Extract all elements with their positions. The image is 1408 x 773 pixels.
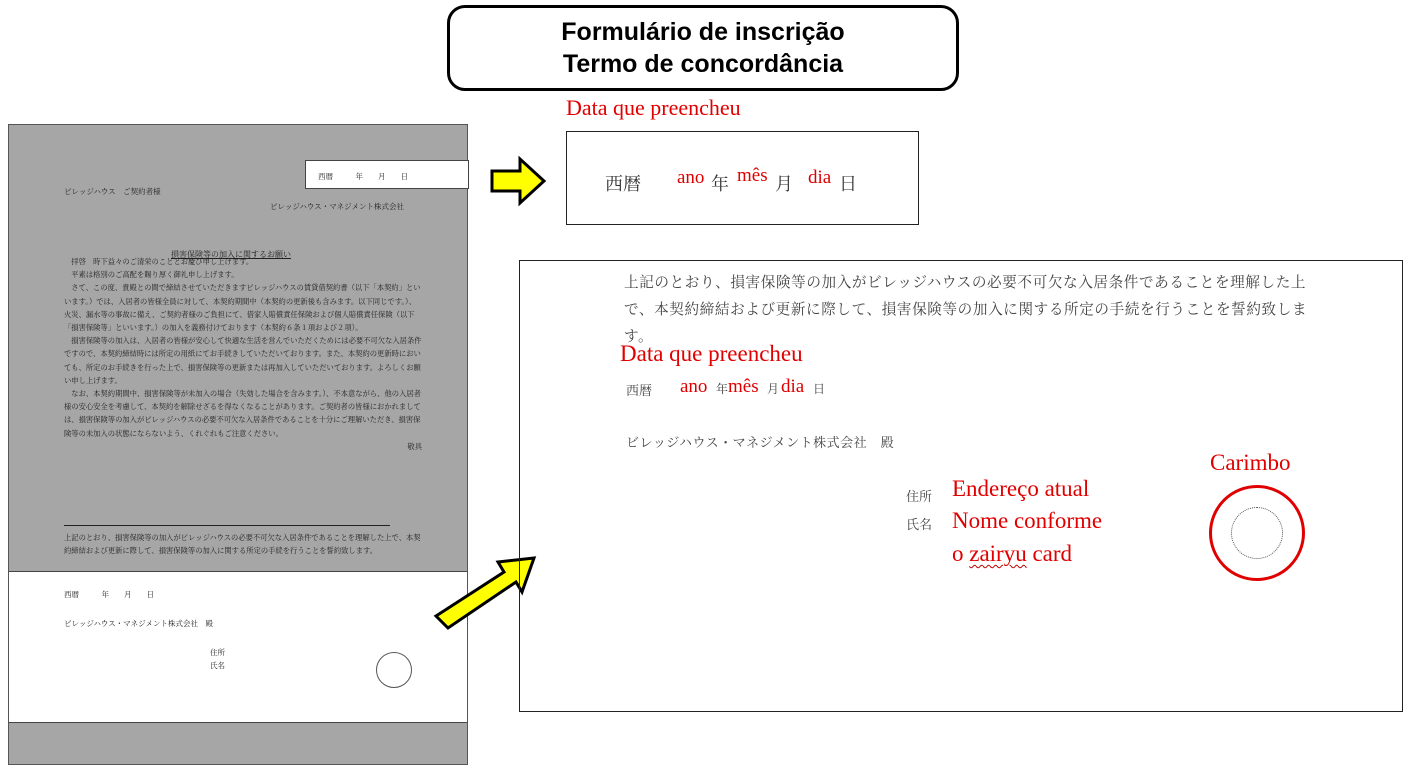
thumbnail-paragraph: 平素は格別のご高配を賜り厚く御礼申し上げます。 xyxy=(71,270,239,280)
date-month-hint: mês xyxy=(737,165,768,186)
date-year-hint: ano xyxy=(677,167,705,188)
thumbnail-doc-title: 損害保険等の加入に関するお願い xyxy=(171,250,291,259)
form-company: ビレッジハウス・マネジメント株式会社 殿 xyxy=(626,436,895,451)
date-era: 西暦 xyxy=(605,174,641,195)
address-label: 住所 xyxy=(906,490,933,505)
form-year-kanji: 年 xyxy=(716,382,729,396)
date-day-kanji: 日 xyxy=(839,174,857,195)
name-hint-zairyu: zairyu xyxy=(969,541,1027,566)
form-month-hint: mês xyxy=(728,376,759,397)
address-hint: Endereço atual xyxy=(952,476,1090,501)
name-hint-prefix: o xyxy=(952,541,970,566)
thumbnail-company: ビレッジハウス・マネジメント株式会社 xyxy=(270,202,404,211)
title-line-2: Termo de concordância xyxy=(562,50,844,78)
name-label: 氏名 xyxy=(906,518,933,533)
date-year-kanji: 年 xyxy=(711,174,729,195)
thumbnail-signature-area xyxy=(9,571,467,723)
date-month-kanji: 月 xyxy=(775,174,793,195)
name-hint-suffix: card xyxy=(1026,541,1073,566)
date-caption: Data que preencheu xyxy=(566,95,741,120)
thumbnail-date-box xyxy=(305,160,469,189)
form-day-hint: dia xyxy=(781,376,805,397)
thumbnail-lower-date: 西暦 年 月 日 xyxy=(64,590,154,599)
name-hint-line-2 xyxy=(952,541,1072,567)
thumbnail-date-line: 西暦 年 月 日 xyxy=(318,172,408,181)
thumbnail-paragraph: さて、この度、貴殿との間で締結させていただきますビレッジハウスの賃貸借契約書（以下「本契約」といいます。）では、入居者の皆様全員に対して、本契約期間中（本契約の更新後も含みます。以下同じです。）、火災、漏水等の事故に備え、ご契約者様のご負担にて、借家人賠償責任保険および個人賠償責任保険（以下「損害保険等」といいます。）の加入を義務付けております（本契約６条１項および２項）。 xyxy=(64,283,421,333)
thumbnail-divider xyxy=(64,525,390,526)
stamp-circle xyxy=(1231,507,1283,559)
date-zoom-box xyxy=(566,131,919,225)
thumbnail-paragraph: なお、本契約期間中、損害保険等が未加入の場合（失効した場合を含みます。）、不本意ながら、他の入居者様の安心安全を考慮して、本契約を解除せざるを得なくなることがあります。ご契約者の皆様におかれましては、損害保険等の加入がビレッジハウスの必要不可欠な入居条件であることを十分にご理解いただき、損害保険等の未加入の状態にならないよう、くれぐれもご注意ください。 xyxy=(64,389,421,438)
document-thumbnail xyxy=(8,124,468,765)
thumbnail-paragraph: 損害保険等の加入は、入居者の皆様が安心して快適な生活を営んでいただくためには必要不可欠な入居条件ですので、本契約締結時には所定の用紙にてお手続きしていただいております。また、本契約の更新時においても、所定のお手続きを行った上で、損害保険等の更新または再加入していただいております。よろしくお願い申し上げます。 xyxy=(64,336,422,385)
form-date-era: 西暦 xyxy=(626,384,653,399)
date-day-hint: dia xyxy=(808,167,832,188)
thumbnail-closing: 敬具 xyxy=(407,441,422,451)
thumbnail-address-label: 住所 xyxy=(210,648,225,657)
form-zoom-box xyxy=(519,260,1403,712)
form-month-kanji: 月 xyxy=(767,382,780,396)
stamp-highlight-circle xyxy=(1209,485,1305,581)
thumbnail-lower-company: ビレッジハウス・マネジメント株式会社 殿 xyxy=(64,619,213,628)
stamp-caption: Carimbo xyxy=(1210,450,1291,475)
thumbnail-addressee: ビレッジハウス ご契約者様 xyxy=(64,187,161,196)
arrow-right-icon xyxy=(490,157,546,205)
name-hint-line-1: Nome conforme xyxy=(952,508,1103,533)
agreement-text: 上記のとおり、損害保険等の加入がビレッジハウスの必要不可欠な入居条件であることを理解した上で、本契約締結および更新に際して、損害保険等の加入に関する所定の手続を行うことを誓約致します。 xyxy=(624,274,1308,345)
thumbnail-agreement: 上記のとおり、損害保険等の加入がビレッジハウスの必要不可欠な入居条件であることを理解した上で、本契約締結および更新に際して、損害保険等の加入に関する所定の手続を行うことを誓約致します。 xyxy=(64,533,421,556)
thumbnail-paragraph: 拝啓 時下益々のご清栄のこととお慶び申し上げます。 xyxy=(71,257,254,266)
thumbnail-body xyxy=(64,255,422,453)
thumbnail-stamp-circle xyxy=(376,652,412,688)
form-year-hint: ano xyxy=(680,376,708,397)
title-line-1: Formulário de inscrição xyxy=(561,18,845,46)
form-day-kanji: 日 xyxy=(813,382,826,396)
thumbnail-name-label: 氏名 xyxy=(210,661,225,670)
title-box xyxy=(447,5,959,91)
form-date-caption: Data que preencheu xyxy=(620,341,803,366)
